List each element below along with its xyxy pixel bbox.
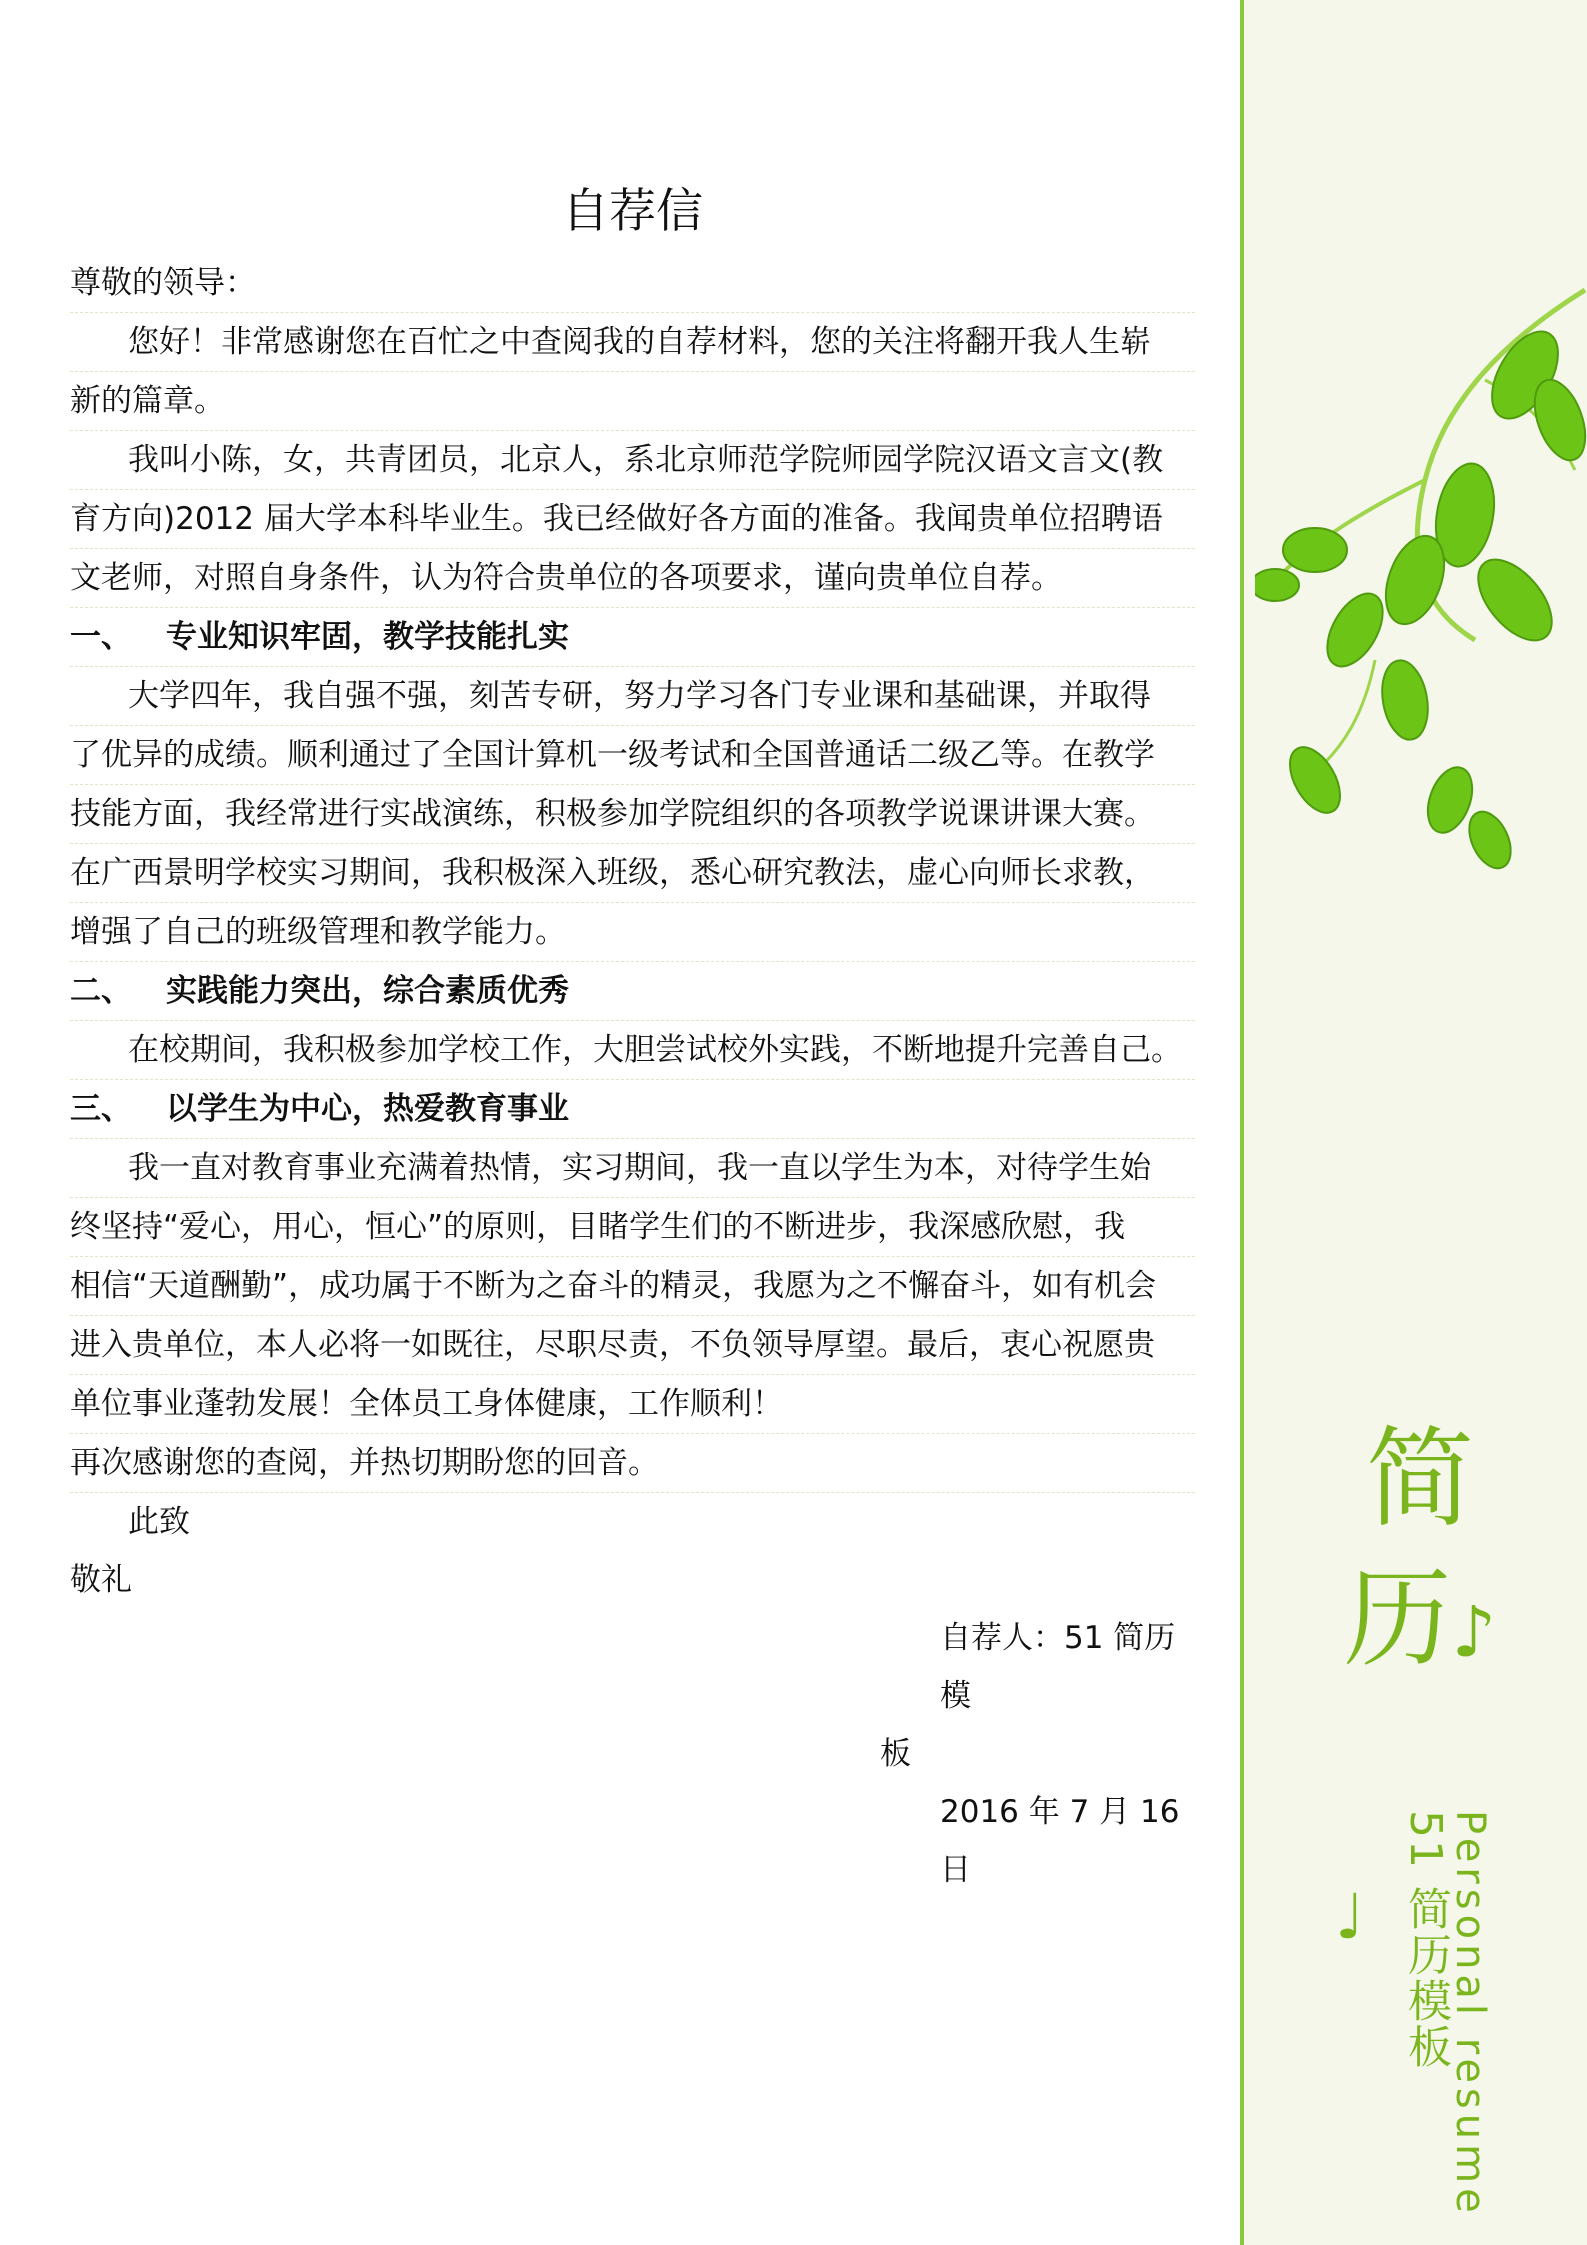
paragraph-line: 进入贵单位，本人必将一如既往，尽职尽责，不负领导厚望。最后，衷心祝愿贵 xyxy=(70,1316,1195,1375)
section-title: 实践能力突出，综合素质优秀 xyxy=(166,973,569,1009)
paragraph-line: 相信“天道酬勤”，成功属于不断为之奋斗的精灵，我愿为之不懈奋斗，如有机会 xyxy=(70,1257,1195,1316)
leaf-vine-decoration xyxy=(1255,280,1587,920)
brand-subtitle-en: Personal resume xyxy=(1447,1810,1493,2218)
small-music-note-icon: ♩ xyxy=(1335,1880,1365,1953)
section-title: 以学生为中心，热爱教育事业 xyxy=(166,1091,569,1127)
paragraph-line: 文老师，对照自身条件，认为符合贵单位的各项要求，谨向贵单位自荐。 xyxy=(70,549,1195,608)
cover-letter xyxy=(70,180,1195,1899)
paragraph-line: 在广西景明学校实习期间，我积极深入班级，悉心研究教法，虚心向师长求教， xyxy=(70,844,1195,903)
section-heading xyxy=(70,962,1195,1021)
paragraph-line: 您好！非常感谢您在百忙之中查阅我的自荐材料，您的关注将翻开我人生崭 xyxy=(70,313,1195,372)
brand-char-jian: 简 xyxy=(1365,1417,1474,1542)
section-heading xyxy=(70,1080,1195,1139)
paragraph-line: 增强了自己的班级管理和教学能力。 xyxy=(70,903,1195,962)
paragraph-line: 在校期间，我积极参加学校工作，大胆尝试校外实践，不断地提升完善自己。 xyxy=(70,1021,1195,1080)
date: 2016 年 7 月 16 日 xyxy=(940,1794,1180,1888)
page-title: 自荐信 xyxy=(562,184,703,239)
paragraph-line: 育方向)2012 届大学本科毕业生。我已经做好各方面的准备。我闻贵单位招聘语 xyxy=(70,490,1195,549)
paragraph-line: 技能方面，我经常进行实战演练，积极参加学院组织的各项教学说课讲课大赛。 xyxy=(70,785,1195,844)
signature-continued: 板 xyxy=(880,1736,911,1772)
music-note-icon: ♪ xyxy=(1451,1591,1497,1673)
paragraph-line: 大学四年，我自强不强，刻苦专研，努力学习各门专业课和基础课，并取得 xyxy=(70,667,1195,726)
closing-line: 此致 xyxy=(128,1504,190,1540)
paragraph-line: 单位事业蓬勃发展！全体员工身体健康，工作顺利！ xyxy=(70,1375,1195,1434)
section-number: 一、 xyxy=(70,619,132,655)
closing-line: 敬礼 xyxy=(70,1562,132,1598)
paragraph-line: 我叫小陈，女，共青团员，北京人，系北京师范学院师园学院汉语文言文(教 xyxy=(70,431,1195,490)
signature: 自荐人：51 简历模 xyxy=(940,1620,1176,1714)
paragraph-line: 了优异的成绩。顺利通过了全国计算机一级考试和全国普通话二级乙等。在教学 xyxy=(70,726,1195,785)
paragraph-line: 我一直对教育事业充满着热情，实习期间，我一直以学生为本，对待学生始 xyxy=(70,1139,1195,1198)
thanks-line: 再次感谢您的查阅，并热切期盼您的回音。 xyxy=(70,1434,1195,1493)
section-number: 二、 xyxy=(70,973,132,1009)
brand-char-li: 历 xyxy=(1343,1557,1452,1682)
salutation: 尊敬的领导： xyxy=(70,254,1195,313)
paragraph-line: 终坚持“爱心，用心，恒心”的原则，目睹学生们的不断进步，我深感欣慰，我 xyxy=(70,1198,1195,1257)
brand-subtitle-cn: 51 简历模板 xyxy=(1400,1810,1451,2070)
paragraph-line: 新的篇章。 xyxy=(70,372,1195,431)
section-heading xyxy=(70,608,1195,667)
brand-title xyxy=(1320,1410,1520,1702)
section-number: 三、 xyxy=(70,1091,132,1127)
section-title: 专业知识牢固，教学技能扎实 xyxy=(166,619,569,655)
